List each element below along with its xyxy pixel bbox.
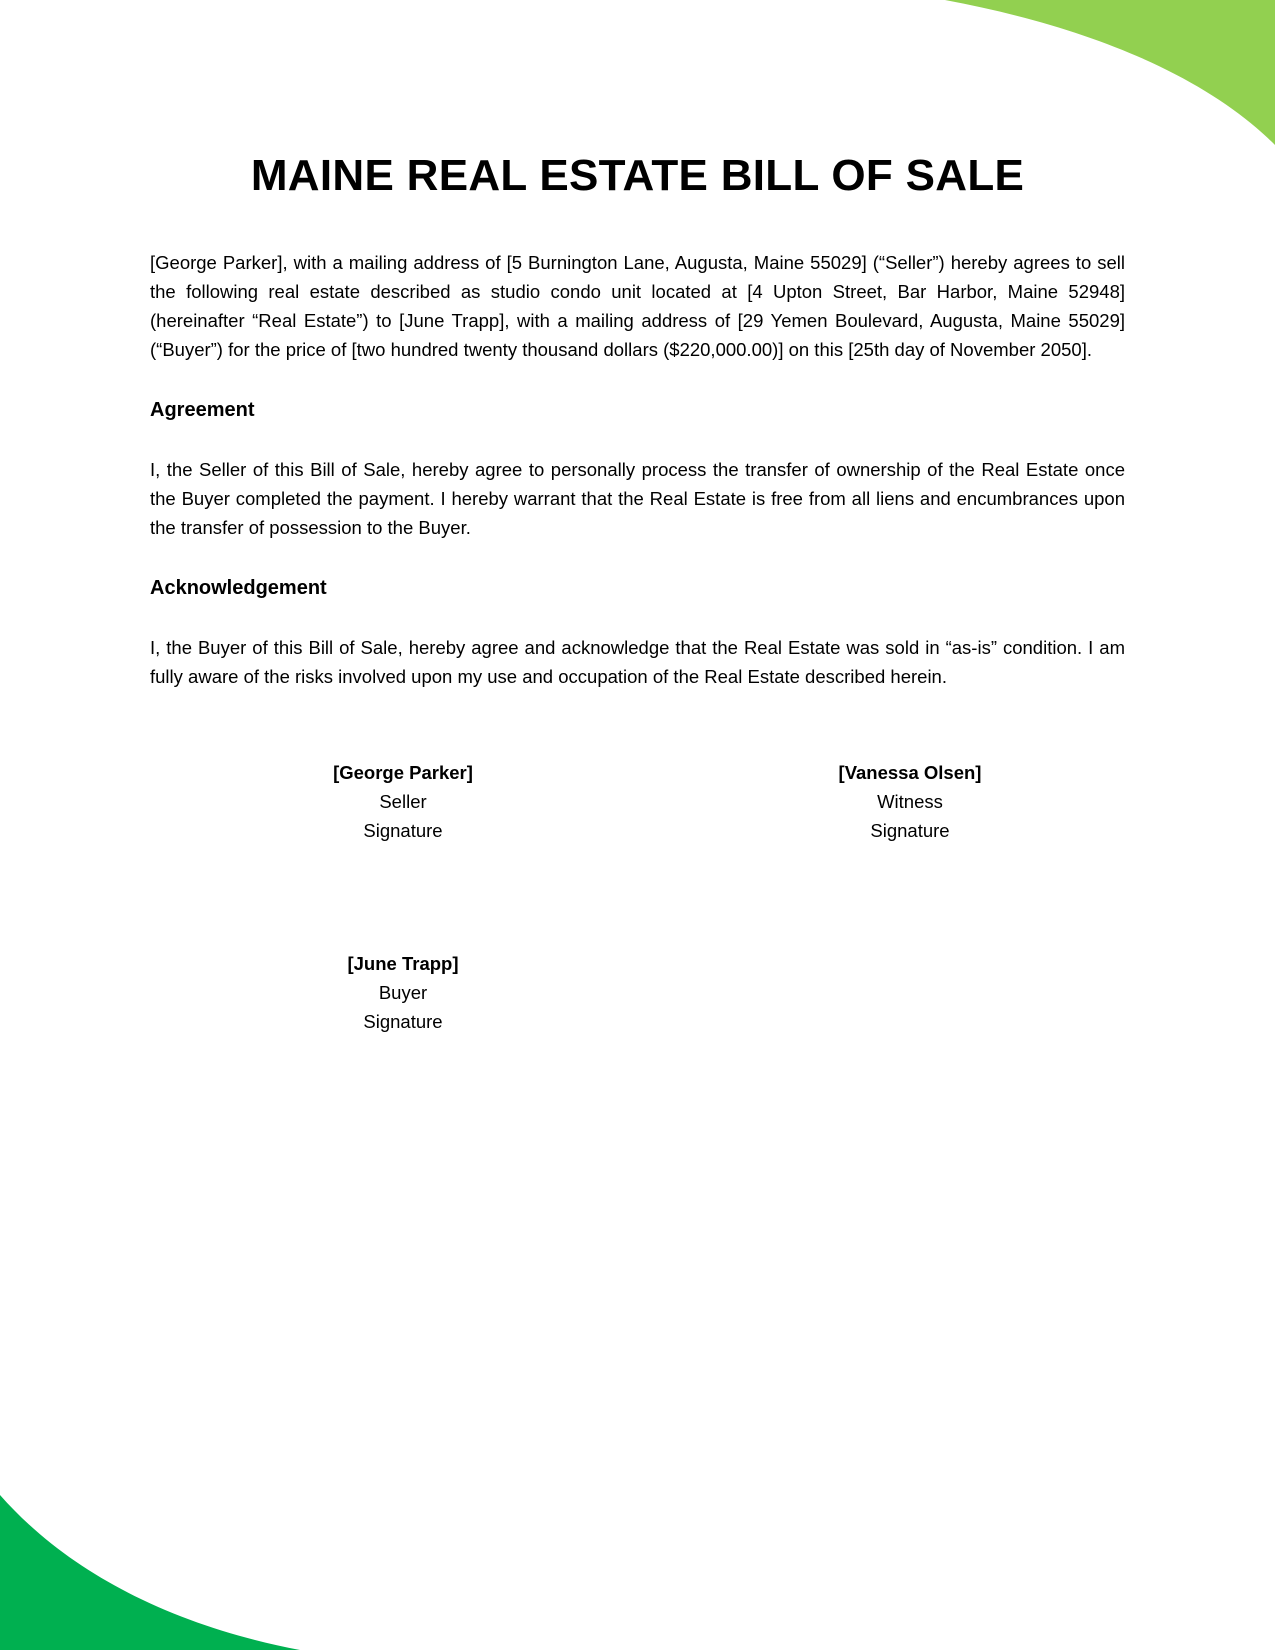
document-body	[150, 248, 1125, 691]
witness-signature-block	[750, 758, 1070, 845]
seller-signature-block	[243, 758, 563, 845]
acknowledgement-paragraph: I, the Buyer of this Bill of Sale, hereby agree and acknowledge that the Real Estate was sold in “as-is” condition. I am fully aware of the risks involved upon my use and occupation of the Real Estate described herein.	[150, 637, 1125, 687]
seller-role: Seller	[379, 791, 427, 812]
seller-signature-label: Signature	[363, 820, 443, 841]
witness-signature-label: Signature	[870, 820, 950, 841]
agreement-paragraph: I, the Seller of this Bill of Sale, hereby agree to personally process the transfer of ownership of the Real Estate once the Buyer completed the payment. I hereby warrant that the Real Estate is free from all liens and encumbrances upon the transfer of possession to the Buyer.	[150, 459, 1125, 538]
buyer-name: [June Trapp]	[347, 953, 459, 974]
document-title: MAINE REAL ESTATE BILL OF SALE	[250, 151, 1025, 200]
acknowledgement-heading: Acknowledgement	[150, 577, 327, 599]
bottom-left-wave	[0, 1495, 300, 1650]
top-right-wave	[945, 0, 1275, 145]
witness-role: Witness	[877, 791, 943, 812]
agreement-heading: Agreement	[150, 399, 255, 421]
witness-name: [Vanessa Olsen]	[838, 762, 982, 783]
intro-paragraph: [George Parker], with a mailing address of [5 Burnington Lane, Augusta, Maine 55029] (“Seller”) hereby agrees to sell the following real estate described as studio condo unit located at [4 Upton Street, Bar Harbor, Maine 52948] (hereinafter “Real Estate”) to [June Trapp], with a mailing address of [29 Yemen Boulevard, Augusta, Maine 55029] (“Buyer”) for the price of [two hundred twenty thousand dollars ($220,000.00)] on this [25th day of November 2050].	[150, 252, 1125, 360]
buyer-role: Buyer	[378, 982, 428, 1003]
buyer-signature-block	[243, 949, 563, 1036]
buyer-signature-label: Signature	[363, 1011, 443, 1032]
seller-name: [George Parker]	[333, 762, 473, 783]
